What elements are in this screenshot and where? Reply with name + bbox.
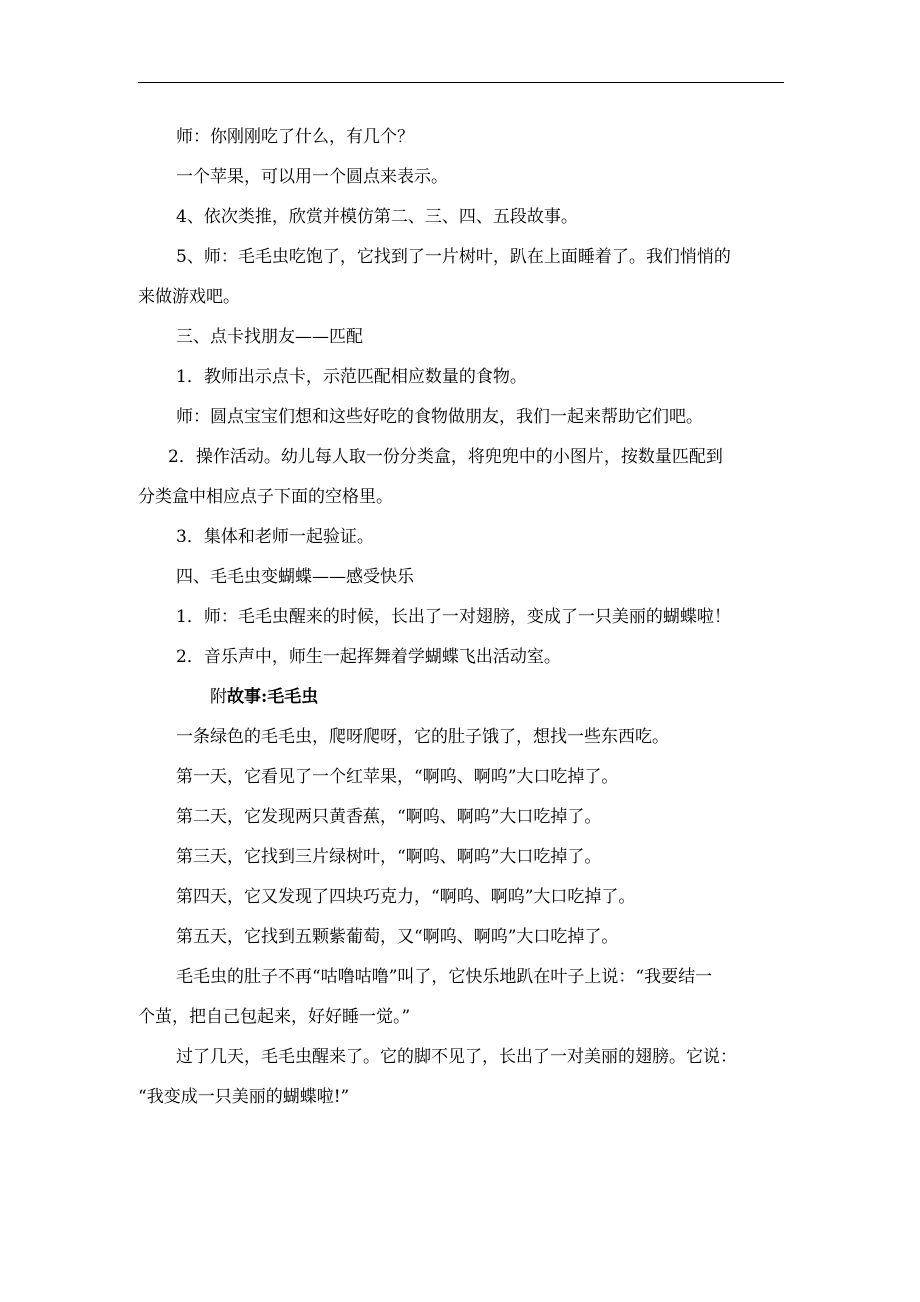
story-heading-prefix: 附 — [210, 687, 227, 707]
text-line: 师：你刚刚吃了什么，有几个？ — [176, 127, 414, 147]
story-line: 第一天，它看见了一个红苹果，“啊呜、啊呜”大口吃掉了。 — [176, 767, 619, 787]
text-line: 4、依次类推，欣赏并模仿第二、三、四、五段故事。 — [176, 207, 578, 227]
text-line: 一个苹果，可以用一个圆点来表示。 — [176, 167, 448, 187]
text-line: 3．集体和老师一起验证。 — [176, 527, 374, 547]
story-line: “我变成一只美丽的蝴蝶啦!” — [138, 1087, 350, 1107]
story-line: 第二天，它发现两只黄香蕉，“啊呜、啊呜”大口吃掉了。 — [176, 807, 602, 827]
story-line: 个茧，把自己包起来，好好睡一觉。” — [138, 1007, 411, 1027]
story-line: 毛毛虫的肚子不再“咕噜咕噜”叫了，它快乐地趴在叶子上说：“我要结一 — [176, 967, 713, 987]
text-line: 分类盒中相应点子下面的空格里。 — [138, 487, 393, 507]
story-line: 第五天，它找到五颗紫葡萄，又“啊呜、啊呜”大口吃掉了。 — [176, 927, 619, 947]
story-heading — [210, 686, 318, 708]
text-line: 5、师：毛毛虫吃饱了，它找到了一片树叶，趴在上面睡着了。我们悄悄的 — [176, 247, 731, 267]
header-rule — [138, 82, 784, 83]
story-line: 过了几天，毛毛虫醒来了。它的脚不见了，长出了一对美丽的翅膀。它说： — [176, 1047, 737, 1067]
section-heading: 四、毛毛虫变蝴蝶——感受快乐 — [176, 567, 414, 587]
text-line: 师：圆点宝宝们想和这些好吃的食物做朋友，我们一起来帮助它们吧。 — [176, 407, 703, 427]
text-line: 2．操作活动。幼儿每人取一份分类盒，将兜兜中的小图片，按数量匹配到 — [168, 447, 723, 467]
text-line: 1．师：毛毛虫醒来的时候，长出了一对翅膀，变成了一只美丽的蝴蝶啦！ — [176, 607, 731, 627]
text-line: 1．教师出示点卡，示范匹配相应数量的食物。 — [176, 367, 527, 387]
story-line: 第三天，它找到三片绿树叶，“啊呜、啊呜”大口吃掉了。 — [176, 847, 602, 867]
section-heading: 三、点卡找朋友——匹配 — [176, 327, 363, 347]
story-heading-title: 故事:毛毛虫 — [227, 687, 319, 707]
text-line: 2．音乐声中，师生一起挥舞着学蝴蝶飞出活动室。 — [176, 647, 561, 667]
text-line: 来做游戏吧。 — [138, 287, 240, 307]
story-line: 第四天，它又发现了四块巧克力，“啊呜、啊呜”大口吃掉了。 — [176, 887, 636, 907]
story-line: 一条绿色的毛毛虫，爬呀爬呀，它的肚子饿了，想找一些东西吃。 — [176, 727, 669, 747]
